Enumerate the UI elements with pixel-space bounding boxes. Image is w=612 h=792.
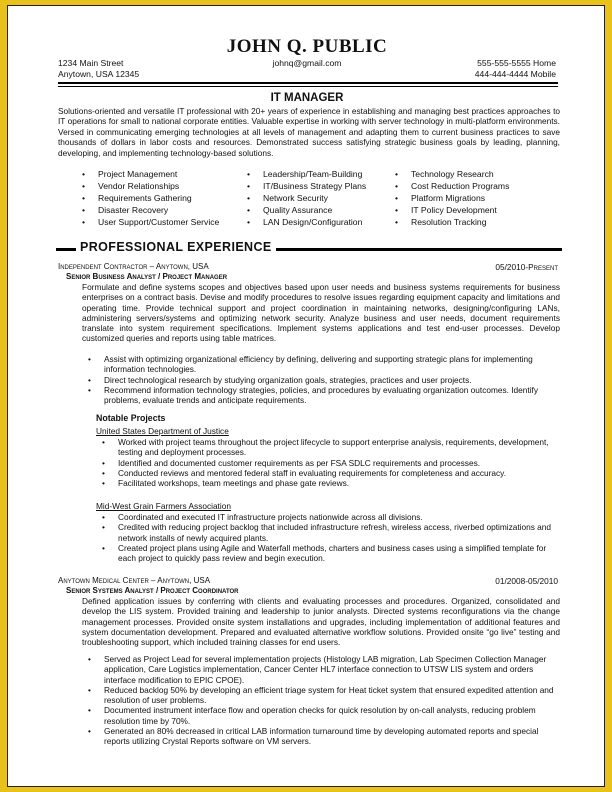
list-item: • Created project plans using Agile and Waterfall methods, charters and business cases using a simplified template for each project to quickly pass review and begin execution.: [102, 542, 547, 564]
skill-item: • Project Management: [82, 169, 178, 179]
job2-employer: Anytown Medical Center – Anytown, USA: [58, 576, 211, 585]
phone-mobile: 444-444-4444 Mobile: [474, 68, 556, 79]
skill-item: • Leadership/Team-Building: [247, 169, 363, 179]
skills-column-2: [247, 168, 367, 228]
notable-projects-heading: Notable Projects: [96, 413, 166, 423]
job1-dates: 05/2010-Present: [495, 262, 558, 272]
job1-role: Senior Business Analyst / Project Manager: [66, 272, 228, 281]
project1-name: United States Department of Justice: [96, 426, 229, 436]
summary: Solutions-oriented and versatile IT professional with 20+ years of experience in establishing and managing best practices approaches to IT operations for small to national corporate entities. Valuable expertise in working with server technology in multi-platform environments. Versed in communicating emerging technologies at all levels of management and adapting them to current business practices to save thousands of dollars in labor costs and resources. Demonstrated success satisfying strategic business goals by leading, planning, developing, and implementing technology-based solutions.: [58, 106, 560, 158]
skills-column-3: [395, 168, 510, 228]
header-rule-thin: [58, 86, 558, 87]
skill-item: • Cost Reduction Programs: [395, 181, 510, 191]
skill-item: • IT/Business Strategy Plans: [247, 181, 367, 191]
address-line-1: 1234 Main Street: [58, 58, 124, 68]
skill-item: • LAN Design/Configuration: [247, 217, 363, 227]
skill-item: • Platform Migrations: [395, 193, 486, 203]
skill-item: • Requirements Gathering: [82, 193, 192, 203]
skills-column-1: [82, 168, 220, 228]
job1-description: Formulate and define systems scopes and objectives based upon user needs and business systems requirements for business enterprises on a contract basis. Devise and modify procedures to resolve issues regarding equipment capacity and limitations and operating time. Provide technical support and project coordination in maintaining networks, designing/configuring LANs, administering servers/systems and optimizing network security. Analyze business and user needs, document requirements translate into system requirement specifications. Implement systems applications and test end-user processes. Develop customized queries and reports using table matrices.: [82, 282, 560, 344]
skill-item: • Vendor Relationships: [82, 181, 180, 191]
job1-bullets: [86, 354, 560, 405]
email[interactable]: johnq@gmail.com: [272, 58, 342, 68]
candidate-name: JOHN Q. PUBLIC: [226, 36, 388, 57]
list-item: • Direct technological research by studying organization goals, strategies, practices and user projects.: [88, 374, 472, 385]
job-title: IT MANAGER: [270, 92, 344, 104]
list-item: • Assist with optimizing organizational efficiency by defining, delivering and supporting strategic plans for implementing information technologies.: [88, 354, 533, 375]
list-item: • Reduced backlog 50% by developing an efficient triage system for Heat ticket system that ensured expedited attention and resolution of user problems.: [88, 684, 554, 706]
job1-employer: Independent Contractor – Anytown, USA: [58, 262, 209, 271]
skill-item: • IT Policy Development: [395, 205, 497, 215]
header-rule: [58, 82, 558, 84]
list-item: • Documented instrument interface flow and operation checks for quick resolution by on-call analysts, reducing problem resolution time by 70%.: [88, 705, 536, 726]
list-item: • Facilitated workshops, team meetings and phase gate reviews.: [102, 478, 350, 489]
phone-block: [408, 58, 556, 79]
job2-role: Senior Systems Analyst / Project Coordinator: [66, 586, 239, 595]
project1-bullets: [100, 437, 560, 488]
list-item: • Identified and documented customer requirements as per FSA SDLC requirements and processes.: [102, 457, 481, 468]
list-item: • Coordinated and executed IT infrastructure projects nationwide across all divisions.: [102, 512, 423, 522]
skill-item: • Resolution Tracking: [395, 217, 487, 227]
skill-item: • Technology Research: [395, 169, 494, 179]
job2-description: Defined application issues by conferring with clients and evaluating processes and procedures. Organized, consolidated and develop the LIS system. Provided training and leadership to junior analysts. Directed systems reconfigurations via the change management processes. Provided onsite system installations and upgrades, including implementation of additional features and system documentation development. Prepared and evaluated alternative workflow solutions. Provided onsite “go live” testing and troubleshooting support, which included training classes for end users.: [82, 596, 560, 648]
skill-item: • User Support/Customer Service: [82, 217, 220, 227]
project2-bullets: [100, 512, 560, 563]
skill-item: • Network Security: [247, 193, 328, 203]
list-item: • Generated an 80% decreased in critical LAB information turnaround time by developing automated reports and special reports utilizing Crystal Reports software on VM servers.: [88, 726, 539, 747]
list-item: • Served as Project Lead for several implementation projects (Histology LAB migration, Lab Specimen Collection Manager application, Care Logistics implementation, Cancer Center HL7 interface connection to UTSW LIS system and orders interface modification to EPIC CPOE).: [88, 654, 547, 685]
list-item: • Worked with project teams throughout the project lifecycle to support enterprise analysis, requirements, development, testing and deployment processes.: [102, 437, 549, 458]
job2-bullets: [86, 654, 560, 747]
project2-name: Mid-West Grain Farmers Association: [96, 501, 231, 511]
phone-home: 555-555-5555 Home: [477, 58, 556, 68]
list-item: • Recommend information technology strategies, policies, and procedures by evaluating organization outcomes. Identify problems, evaluate trends and anticipate requirements.: [88, 384, 538, 406]
job2-dates: 01/2008-05/2010: [495, 576, 558, 586]
section-heading-experience: PROFESSIONAL EXPERIENCE: [76, 240, 276, 254]
list-item: • Credited with reducing project backlog that included infrastructure refresh, wireless access, riverbed optimizations and network installs of newly acquired plants.: [102, 522, 552, 543]
resume-page: [7, 5, 605, 787]
address-line-2: Anytown, USA 12345: [58, 68, 140, 79]
list-item: • Conducted reviews and mentored federal staff in evaluating requirements for completeness and accuracy.: [102, 467, 507, 478]
skill-item: • Quality Assurance: [247, 205, 333, 215]
skill-item: • Disaster Recovery: [82, 205, 169, 215]
